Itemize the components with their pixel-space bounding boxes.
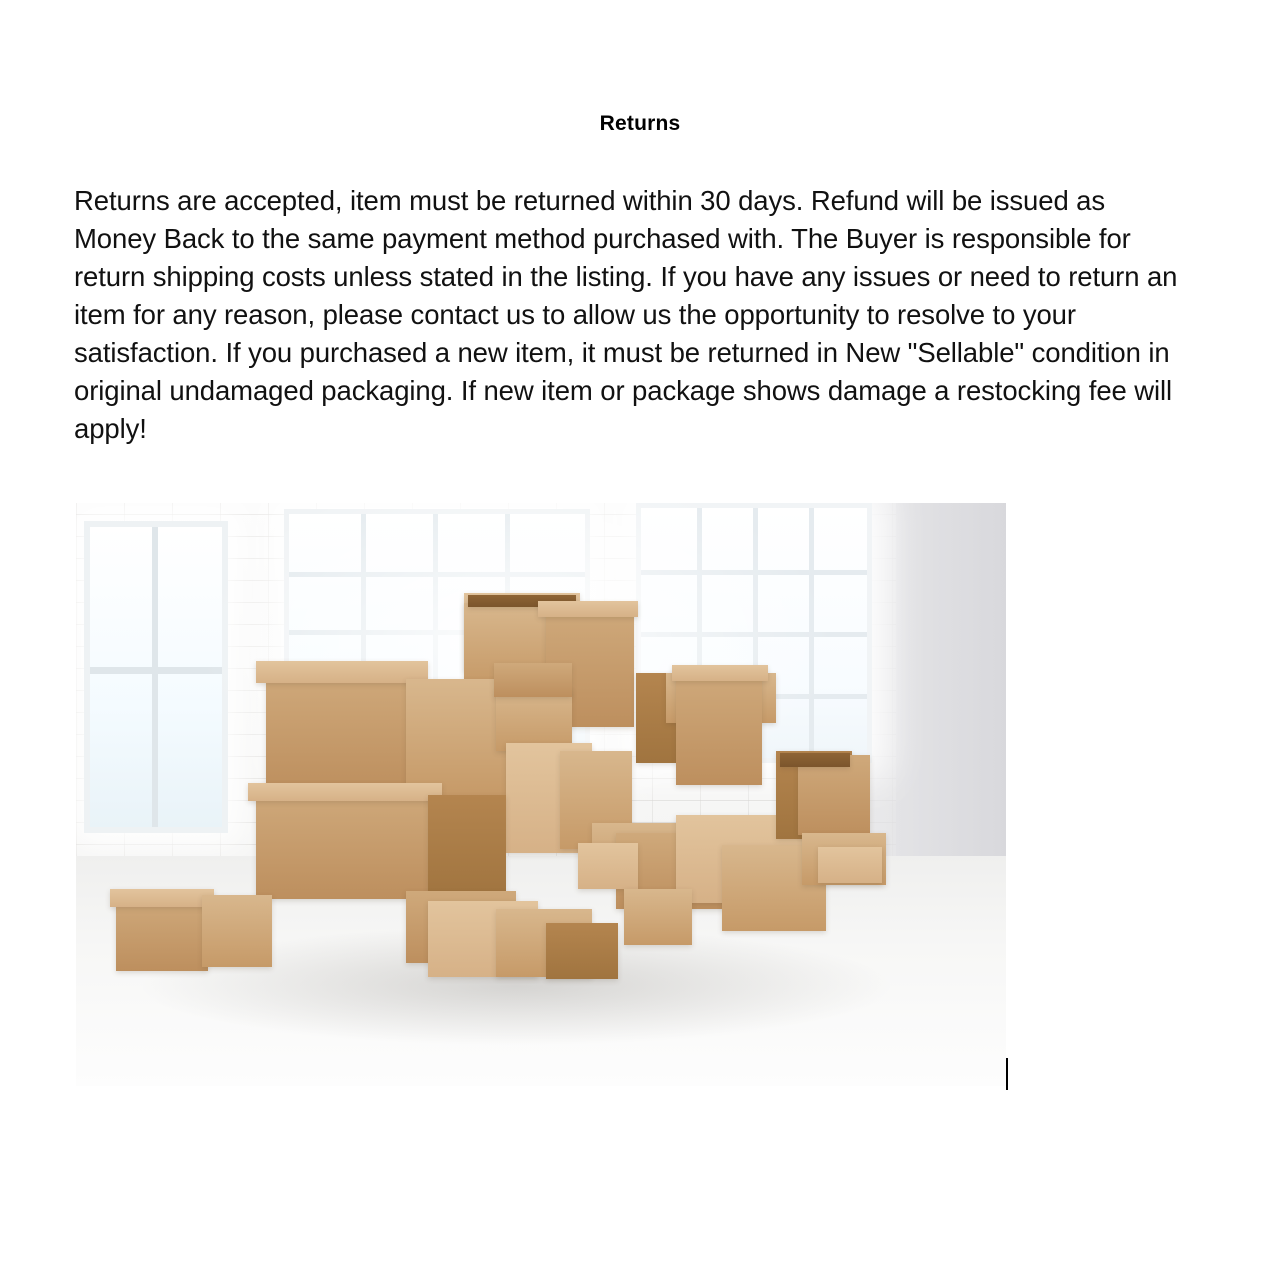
- box: [676, 673, 762, 785]
- box-flap: [538, 601, 638, 617]
- box: [578, 843, 638, 889]
- page-title: Returns: [599, 112, 681, 135]
- boxes-photo: [76, 503, 1006, 1086]
- returns-policy-text: Returns are accepted, item must be returned within 30 days. Refund will be issued as Money Back to the same payment method purchased with. The Buyer is responsible for return shipping costs unless stated in the listing. If you have any issues or need to return an item for any reason, please contact us to allow us the opportunity to resolve to your satisfaction. If you purchased a new item, it must be returned in New "Sellable" condition in original undamaged packaging. If new item or package shows damage a restocking fee will apply!: [74, 185, 1178, 444]
- box: [256, 791, 434, 899]
- box: [116, 899, 208, 971]
- photo-canvas: [76, 503, 1006, 1086]
- box-flap: [672, 665, 768, 681]
- box-flap: [110, 889, 214, 907]
- box: [624, 889, 692, 945]
- window-left: [84, 521, 228, 833]
- box: [202, 895, 272, 967]
- box: [266, 673, 416, 791]
- box: [428, 795, 506, 899]
- box-flap: [256, 661, 428, 683]
- box: [496, 689, 572, 751]
- box: [546, 923, 618, 979]
- box: [818, 847, 882, 883]
- box: [494, 663, 572, 697]
- box: [798, 755, 870, 835]
- text-caret: [1006, 1058, 1008, 1090]
- box-open-flap: [780, 753, 850, 767]
- box-flap: [248, 783, 442, 801]
